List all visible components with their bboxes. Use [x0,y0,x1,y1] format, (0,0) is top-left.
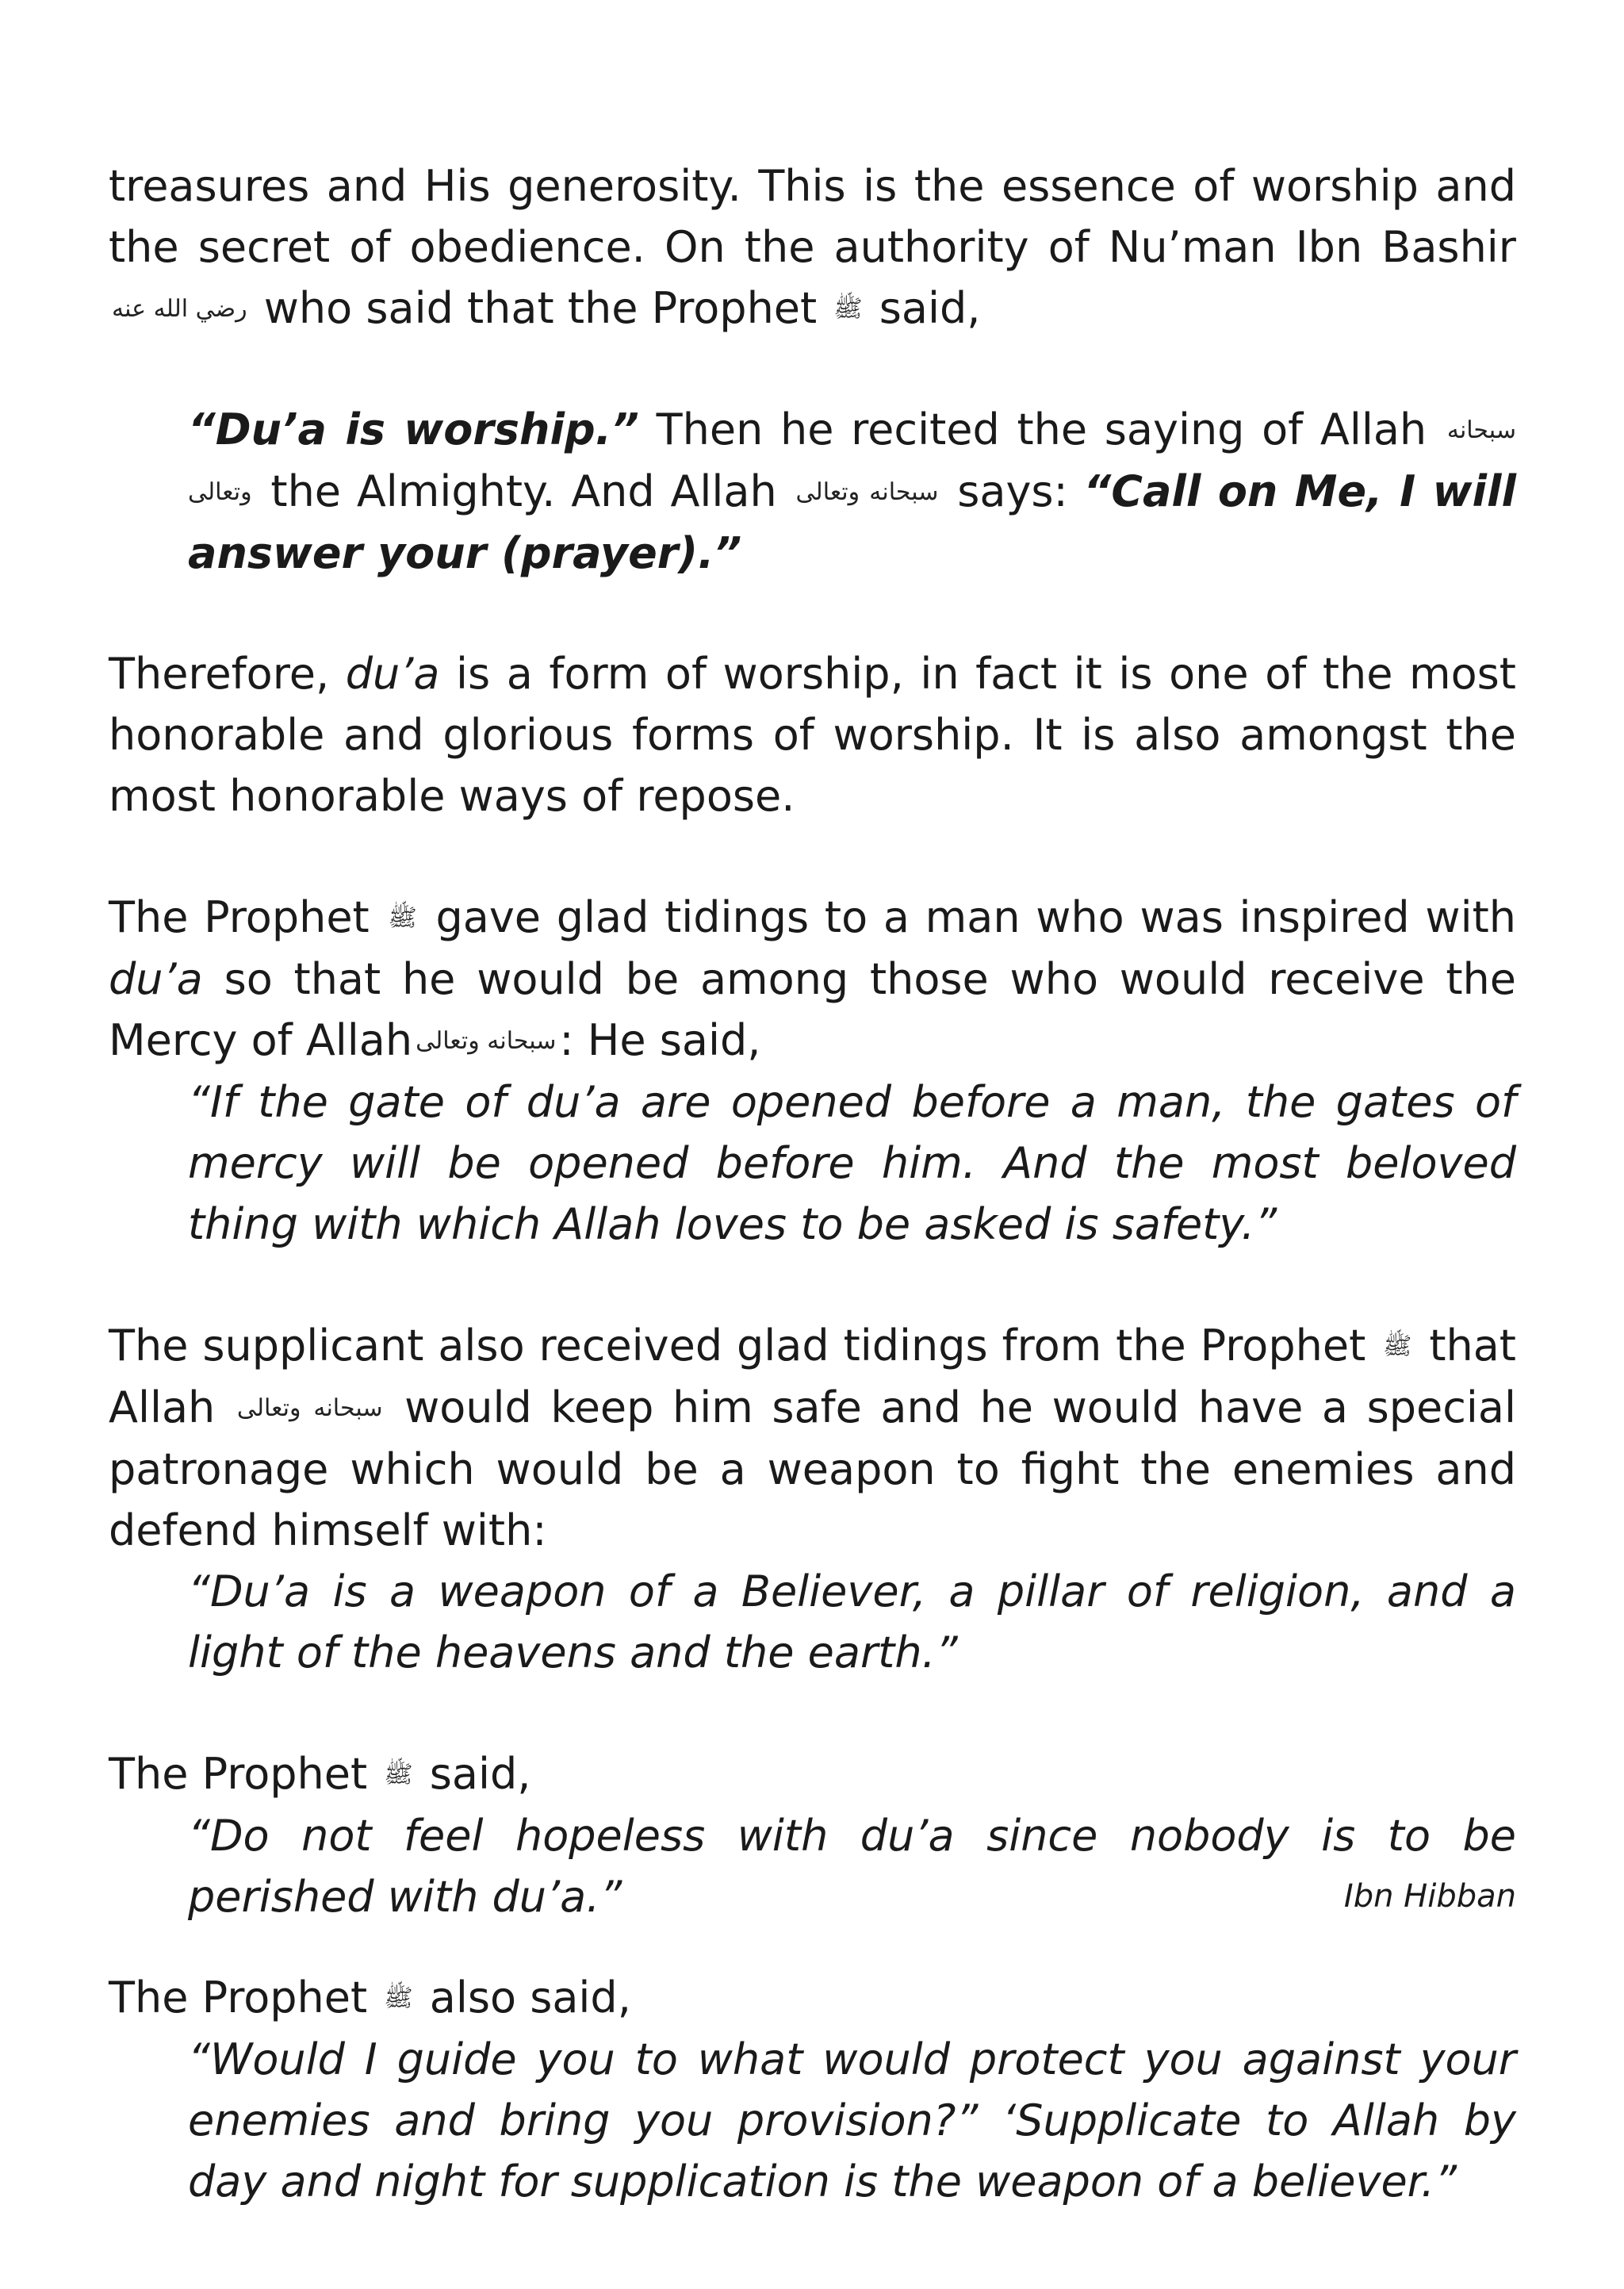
paragraph-text: so that he would be among those who would receive the Mercy of Allah [109,954,1516,1065]
paragraph-text: gave glad tidings to a man who was inspired with [435,892,1517,942]
quote-text: “Call on Me, I will answer your (prayer).” [188,466,1517,578]
paragraph-text: Therefore, [109,649,330,699]
paragraph-term: du’a [109,954,203,1004]
quote-do-not-feel-hopeless [188,1805,1516,1927]
paragraph-text: is a form of worship, in fact it is one of the most honorable and glorious forms of worship. It is also amongst the most honorable ways of repose. [109,649,1516,821]
paragraph-text: The Prophet [109,892,370,942]
taala-honorific-icon: سبحانه وتعالى [236,1394,383,1422]
paragraph-text: who said that the Prophet [263,283,818,333]
paragraph-text: The supplicant also received glad tidings from the Prophet [109,1321,1366,1371]
taala-honorific-icon: سبحانه وتعالى [416,1027,557,1055]
salla-honorific-icon: ﷺ [384,1984,413,2012]
salla-honorific-icon: ﷺ [833,295,863,323]
paragraph-text: The Prophet [109,1973,368,2023]
paragraph-prophet-also-said [109,1967,1516,2029]
quote-text: Then he recited the saying of Allah [656,405,1427,454]
paragraph-text: The Prophet [109,1749,368,1799]
paragraph-text: said, [429,1749,531,1799]
taala-honorific-icon: سبحانه وتعالى [188,416,1516,506]
quote-text: “Do not feel hopeless with du’a since nobody is to be perished with du’a.” [188,1811,1516,1922]
taala-honorific-icon: سبحانه وتعالى [795,478,939,506]
quote-dua-is-worship [188,399,1516,584]
paragraph-text: said, [879,283,981,333]
salla-honorific-icon: ﷺ [1383,1332,1412,1360]
quote-guide-you: “Would I guide you to what would protect you against your enemies and bring you provision?” ‘Supplicate to Allah by day and night for supplication is the weapon of a believer.” [188,2034,1516,2207]
paragraph-text: that Allah [109,1321,1516,1432]
quote-gate-of-dua: “If the gate of du’a are opened before a man, the gates of mercy will be opened before him. And the most beloved thing with which Allah loves to be asked is safety.” [188,1077,1516,1249]
document-page [109,155,1516,2212]
paragraph-text: also said, [429,1973,631,2023]
paragraph-opening [109,155,1516,339]
quote-text: “Du’a is worship.” [188,405,639,454]
paragraph-supplicant [109,1315,1516,1561]
paragraph-text: : He said, [559,1015,761,1065]
paragraph-glad-tidings [109,887,1516,1072]
paragraph-text: would keep him safe and he would have a special patronage which would be a weapon to fight the enemies and defend himself with: [109,1382,1517,1555]
radiya-honorific-icon: رضي الله عنه [112,295,247,323]
salla-honorific-icon: ﷺ [388,904,417,932]
paragraph-text: treasures and His generosity. This is the essence of worship and the secret of obedience. On the authority of Nu’man Ibn Bashir [109,161,1516,272]
citation-source: Ibn Hibban [1343,1878,1516,1915]
quote-text: the Almighty. And Allah [270,466,777,516]
quote-text: says: [957,466,1068,516]
paragraph-prophet-said [109,1743,1516,1805]
salla-honorific-icon: ﷺ [384,1761,413,1789]
paragraph-term: du’a [345,649,440,699]
paragraph-form-of-worship [109,643,1516,826]
quote-weapon-of-believer: “Du’a is a weapon of a Believer, a pillar of religion, and a light of the heavens and the earth.” [188,1566,1516,1677]
